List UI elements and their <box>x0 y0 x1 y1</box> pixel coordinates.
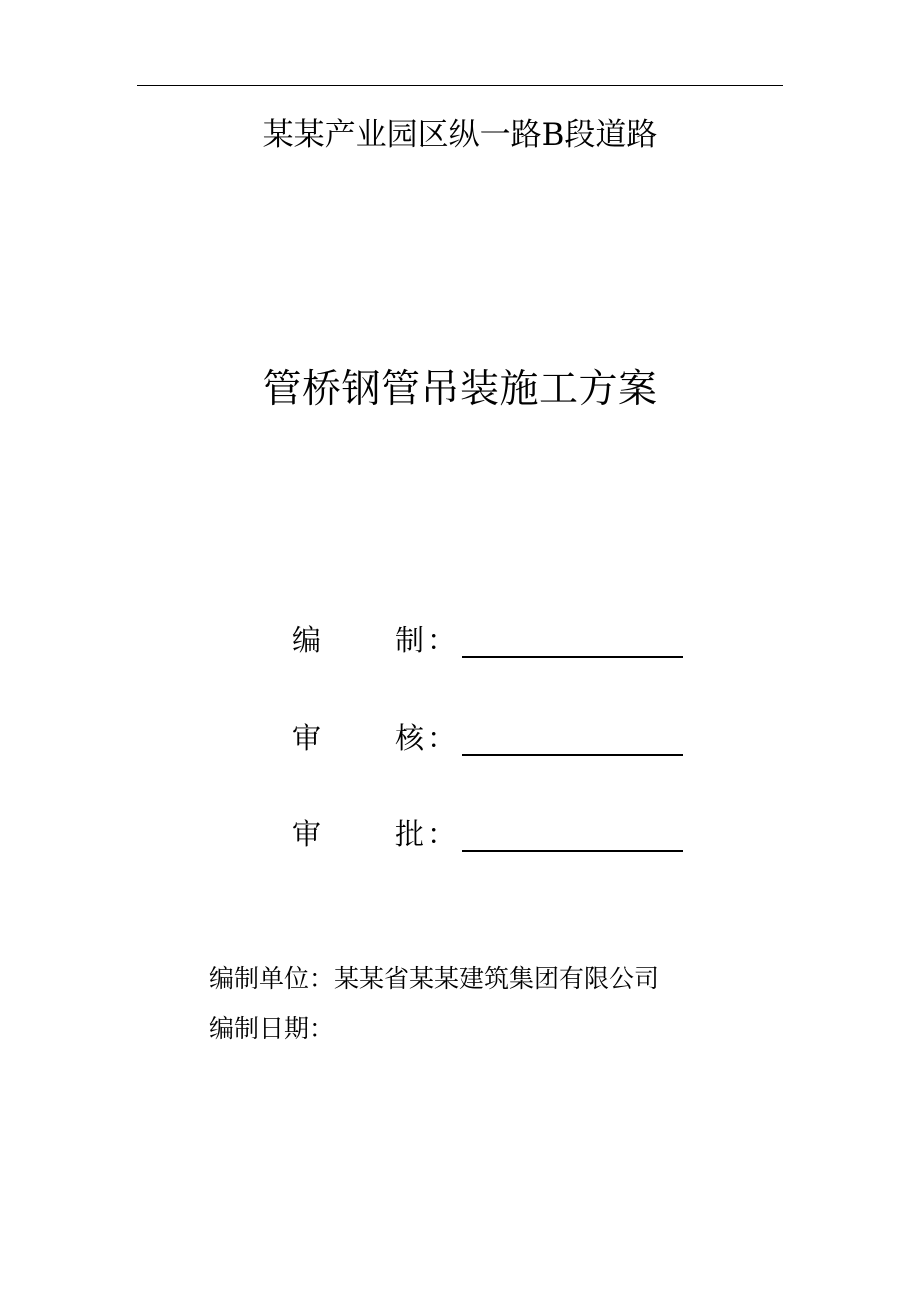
signature-label-char: 批 <box>395 817 425 851</box>
signature-label-char: 核 <box>395 721 425 755</box>
signature-label-char: 审 <box>292 721 322 755</box>
document-title: 管桥钢管吊装施工方案 <box>262 367 658 412</box>
compiling-date: 编制日期： <box>209 1014 335 1043</box>
signature-blank-line <box>462 850 683 852</box>
signature-label-char: 制 <box>395 623 425 657</box>
signature-colon: ： <box>427 721 457 755</box>
signature-label-char: 审 <box>292 817 322 851</box>
signature-blank-line <box>462 656 683 658</box>
signature-blank-line <box>462 754 683 756</box>
compiling-unit: 编制单位：某某省某某建筑集团有限公司 <box>209 964 660 993</box>
signature-label-char: 编 <box>292 623 322 657</box>
header-rule <box>137 85 783 86</box>
signature-colon: ： <box>427 623 457 657</box>
signature-colon: ： <box>427 817 457 851</box>
project-title: 某某产业园区纵一路B段道路 <box>262 117 658 153</box>
